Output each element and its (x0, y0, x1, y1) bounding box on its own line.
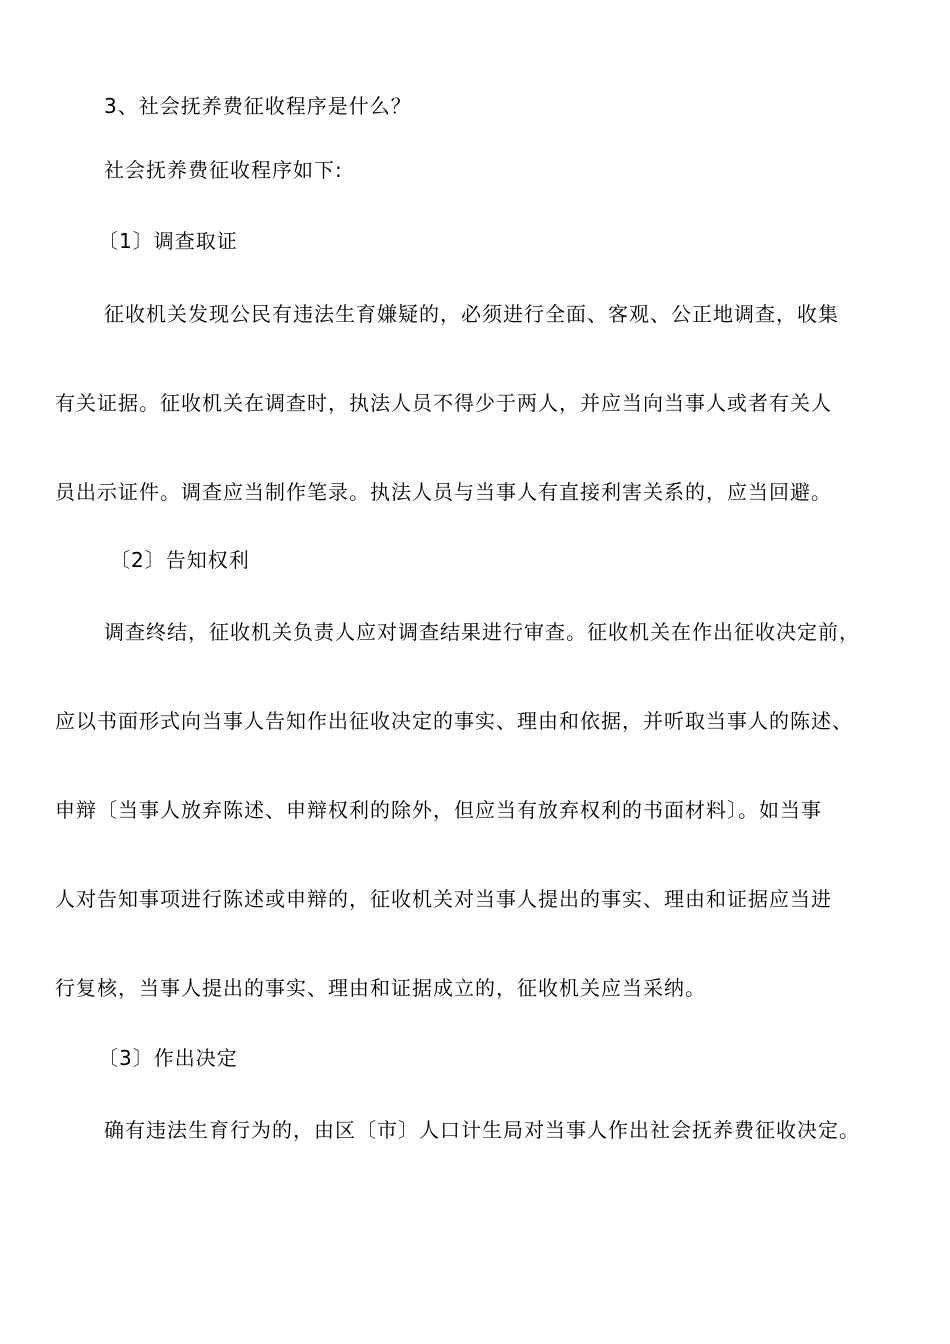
paragraph-line: 申辩〔当事人放弃陈述、申辩权利的除外，但应当有放弃权利的书面材料〕。如当事 (55, 798, 822, 822)
paragraph-line: 确有违法生育行为的，由区〔市〕人口计生局对当事人作出社会抚养费征收决定。 (104, 1118, 860, 1142)
section-heading-notify-rights: 〔2〕告知权利 (110, 548, 250, 572)
question-title: 3、社会抚养费征收程序是什么？ (104, 94, 412, 118)
intro-text: 社会抚养费征收程序如下: (104, 158, 343, 182)
paragraph-line: 有关证据。征收机关在调查时，执法人员不得少于两人，并应当向当事人或者有关人 (55, 391, 832, 415)
paragraph-line: 征收机关发现公民有违法生育嫌疑的，必须进行全面、客观、公正地调查，收集 (104, 302, 839, 326)
paragraph-line: 人对告知事项进行陈述或申辩的，征收机关对当事人提出的事实、理由和证据应当进 (55, 887, 832, 911)
section-heading-investigation: 〔1〕调查取证 (98, 229, 238, 253)
paragraph-line: 调查终结，征收机关负责人应对调查结果进行审查。征收机关在作出征收决定前， (104, 620, 860, 644)
paragraph-line: 行复核，当事人提出的事实、理由和证据成立的，征收机关应当采纳。 (55, 976, 706, 1000)
paragraph-line: 应以书面形式向当事人告知作出征收决定的事实、理由和依据，并听取当事人的陈述、 (55, 709, 853, 733)
section-heading-decision: 〔3〕作出决定 (98, 1046, 238, 1070)
paragraph-line: 员出示证件。调查应当制作笔录。执法人员与当事人有直接利害关系的，应当回避。 (55, 480, 832, 504)
